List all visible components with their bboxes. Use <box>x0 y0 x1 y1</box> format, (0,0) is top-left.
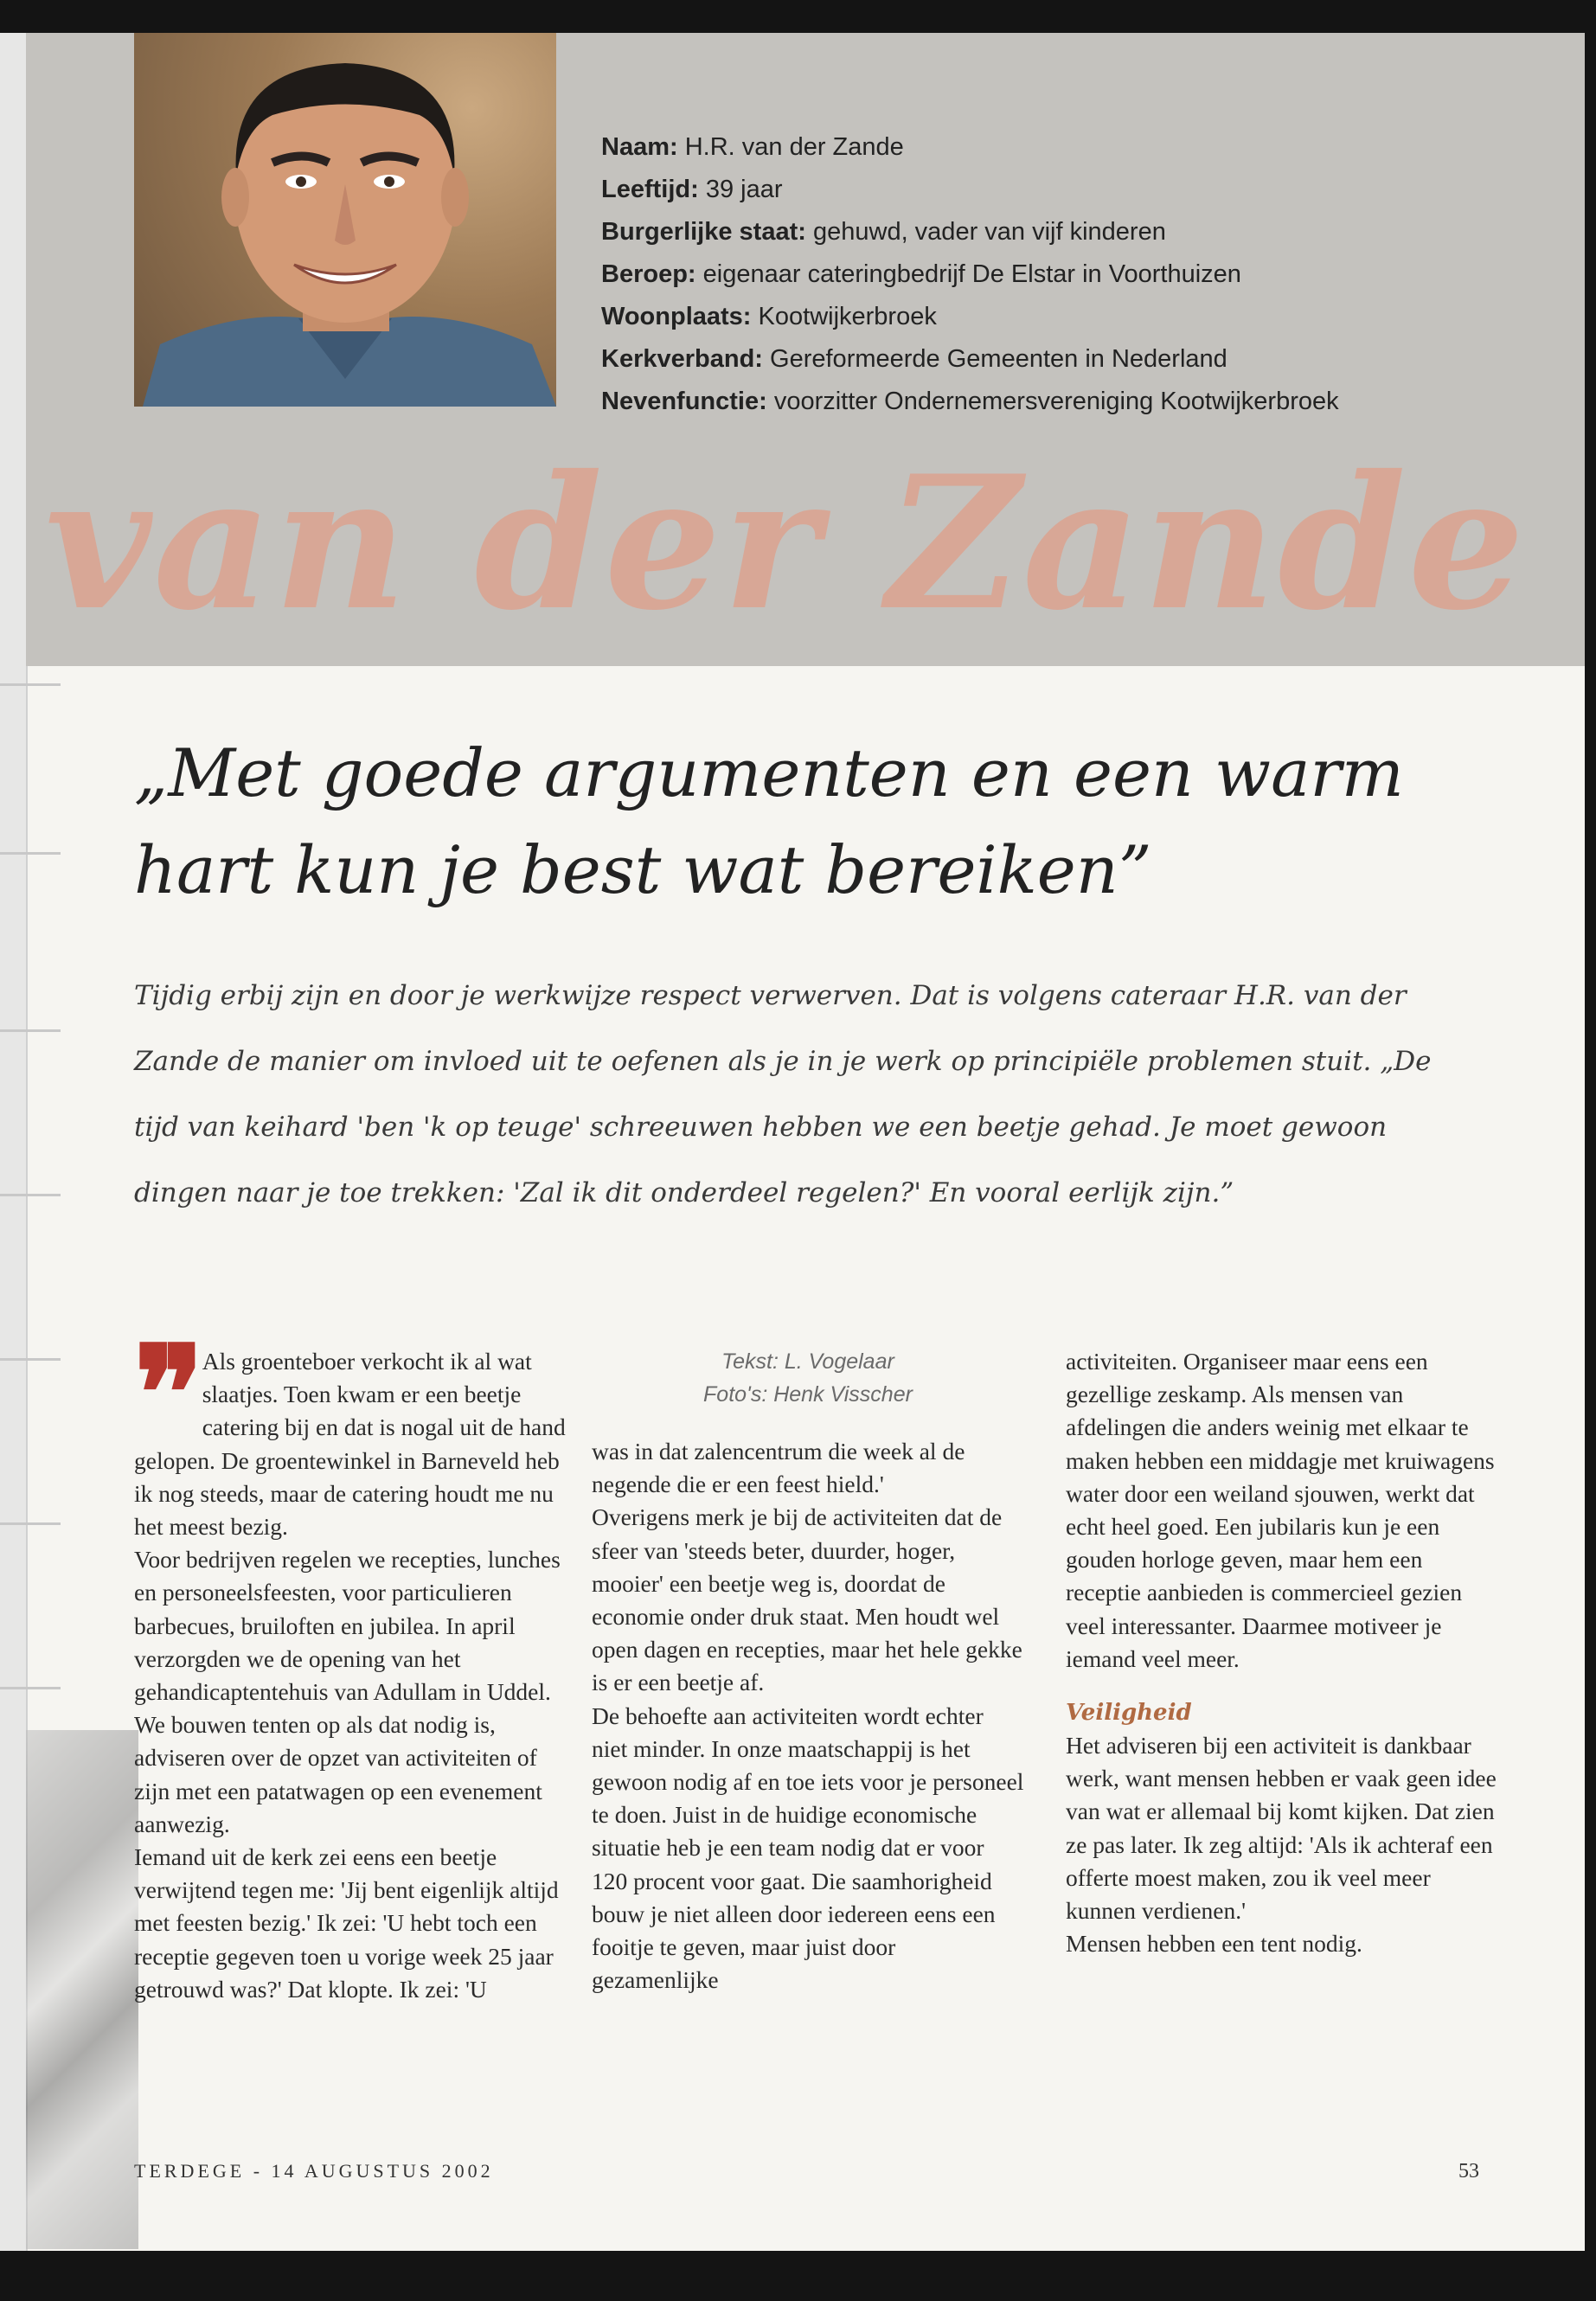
profile-row-burgerlijke-staat <box>601 211 1466 253</box>
article-column-3 <box>1066 1345 1498 1960</box>
credits <box>592 1345 1024 1411</box>
article-paragraph: Mensen hebben een tent nodig. <box>1066 1930 1362 1958</box>
profile-label: Beroep: <box>601 260 696 288</box>
background-machine-photo <box>26 1730 138 2249</box>
big-name-title: van der Zande <box>45 435 1527 651</box>
portrait-photo <box>134 33 556 407</box>
profile-value: 39 jaar <box>705 176 783 203</box>
profile-row-leeftijd <box>601 169 1466 211</box>
page-number: 53 <box>1458 2160 1479 2182</box>
article-paragraph: Overigens merk je bij de activiteiten dat de sfeer van 'steeds beter, duurder, hoger, mooier' een beetje weg is, doordat de economie onder druk staat. Men houdt wel open dagen en recepties, maar het hele gekke is er een beetje af. <box>592 1503 1022 1696</box>
profile-value: H.R. van der Zande <box>684 133 904 161</box>
credit-photo: Foto's: Henk Visscher <box>703 1382 913 1407</box>
profile-value: gehuwd, vader van vijf kinderen <box>812 218 1166 246</box>
intro-paragraph: Tijdig erbij zijn en door je werkwijze respect verwerven. Dat is volgens cateraar H.R. van der Zande de manier om invloed uit te oefenen als je in je werk op principiële problemen stuit. „De tijd van keihard 'ben 'k op teuge' schreeuwen hebben we een beetje gehad. Je moet gewoon dingen naar je toe trekken: 'Zal ik dit onderdeel regelen?' En vooral eerlijk zijn.” <box>134 980 1432 1208</box>
profile-row-kerkverband <box>601 338 1466 381</box>
profile-label: Woonplaats: <box>601 303 752 330</box>
profile-label: Burgerlijke staat: <box>601 218 806 246</box>
article-paragraph <box>134 1317 567 1543</box>
edge-tick <box>0 1522 61 1525</box>
page-left-edge <box>0 33 28 2251</box>
article-paragraph: Iemand uit de kerk zei eens een beetje verwijtend tegen me: 'Jij bent eigenlijk altijd met feesten bezig.' Ik zei: 'U hebt toch een receptie gegeven toen u vorige week 25 jaar getrouwd was?' Dat klopte. Ik zei: 'U <box>134 1843 559 2003</box>
edge-tick <box>0 1687 61 1689</box>
profile-value: Gereformeerde Gemeenten in Nederland <box>770 345 1227 373</box>
footer-publication: TERDEGE - 14 AUGUSTUS 2002 <box>134 2160 494 2182</box>
profile-label: Kerkverband: <box>601 345 763 373</box>
edge-tick <box>0 1358 61 1361</box>
profile-label: Nevenfunctie: <box>601 388 767 415</box>
edge-tick <box>0 683 61 686</box>
portrait-illustration <box>134 33 556 407</box>
headline-line: „Met goede argumenten en een warm <box>134 734 1404 811</box>
article-paragraph-text: Als groenteboer verkocht ik al wat slaatjes. Toen kwam er een beetje catering bij en dat is nogal uit de hand gelopen. De groentewinkel in Barneveld heb ik nog steeds, maar de catering houdt me nu het meest bezig. <box>134 1348 566 1541</box>
section-subhead: Veiligheid <box>1066 1700 1192 1727</box>
profile-box <box>601 126 1466 423</box>
headline-quote <box>134 725 1484 919</box>
edge-tick <box>0 1029 61 1032</box>
headline-line: hart kun je best wat bereiken” <box>134 831 1152 908</box>
article-paragraph: Het adviseren bij een activiteit is dankbaar werk, want mensen hebben er vaak geen idee van wat er allemaal bij komt kijken. Dat zien ze pas later. Ik zeg altijd: 'Als ik achteraf een offerte moest maken, zou ik veel meer kunnen verdienen.' <box>1066 1732 1497 1925</box>
article-column-2 <box>592 1345 1024 1997</box>
scan-border-top <box>0 0 1596 33</box>
article-column-1 <box>134 1317 567 2006</box>
profile-row-nevenfunctie <box>601 381 1466 423</box>
scan-border-right <box>1585 0 1596 2301</box>
profile-value: eigenaar cateringbedrijf De Elstar in Voorthuizen <box>702 260 1241 288</box>
edge-tick <box>0 1194 61 1196</box>
profile-value: voorzitter Ondernemersvereniging Kootwijkerbroek <box>773 388 1339 415</box>
drop-quote-mark: ❞ <box>134 1317 194 1470</box>
article-paragraph: activiteiten. Organiseer maar eens een gezellige zeskamp. Als mensen van afdelingen die anders weinig met elkaar te maken hebben een middagje met kruiwagens water door een weiland sjouwen, werkt dat echt heel goed. Een jubilaris kun je een gouden horloge geven, maar hem een receptie aanbieden is commercieel gezien veel interessanter. Daarmee motiveer je iemand veel meer. <box>1066 1348 1495 1672</box>
scan-border-bottom <box>0 2251 1596 2301</box>
profile-label: Naam: <box>601 133 678 161</box>
profile-row-beroep <box>601 253 1466 296</box>
edge-tick <box>0 852 61 855</box>
profile-row-woonplaats <box>601 296 1466 338</box>
profile-row-naam <box>601 126 1466 169</box>
article-paragraph: was in dat zalencentrum die week al de negende die er een feest hield.' <box>592 1438 965 1498</box>
article-paragraph: De behoefte aan activiteiten wordt echter niet minder. In onze maatschappij is het gewoon nodig af en toe iets voor je personeel te doen. Juist in de huidige economische situatie heb je een team nodig dat er voor 120 procent voor gaat. Die saamhorigheid bouw je niet alleen door iedereen eens een fooitje te geven, maar juist door gezamenlijke <box>592 1702 1024 1994</box>
profile-label: Leeftijd: <box>601 176 699 203</box>
profile-value: Kootwijkerbroek <box>758 303 937 330</box>
credit-text: Tekst: L. Vogelaar <box>721 1349 894 1374</box>
article-paragraph: Voor bedrijven regelen we recepties, lunches en personeelsfeesten, voor particulieren barbecues, bruiloften en jubilea. In april verzorgden we de opening van het gehandicaptentehuis van Adullam in Uddel. We bouwen tenten op als dat nodig is, adviseren over de opzet van activiteiten of zijn met een patatwagen op een evenement aanwezig. <box>134 1546 561 1837</box>
